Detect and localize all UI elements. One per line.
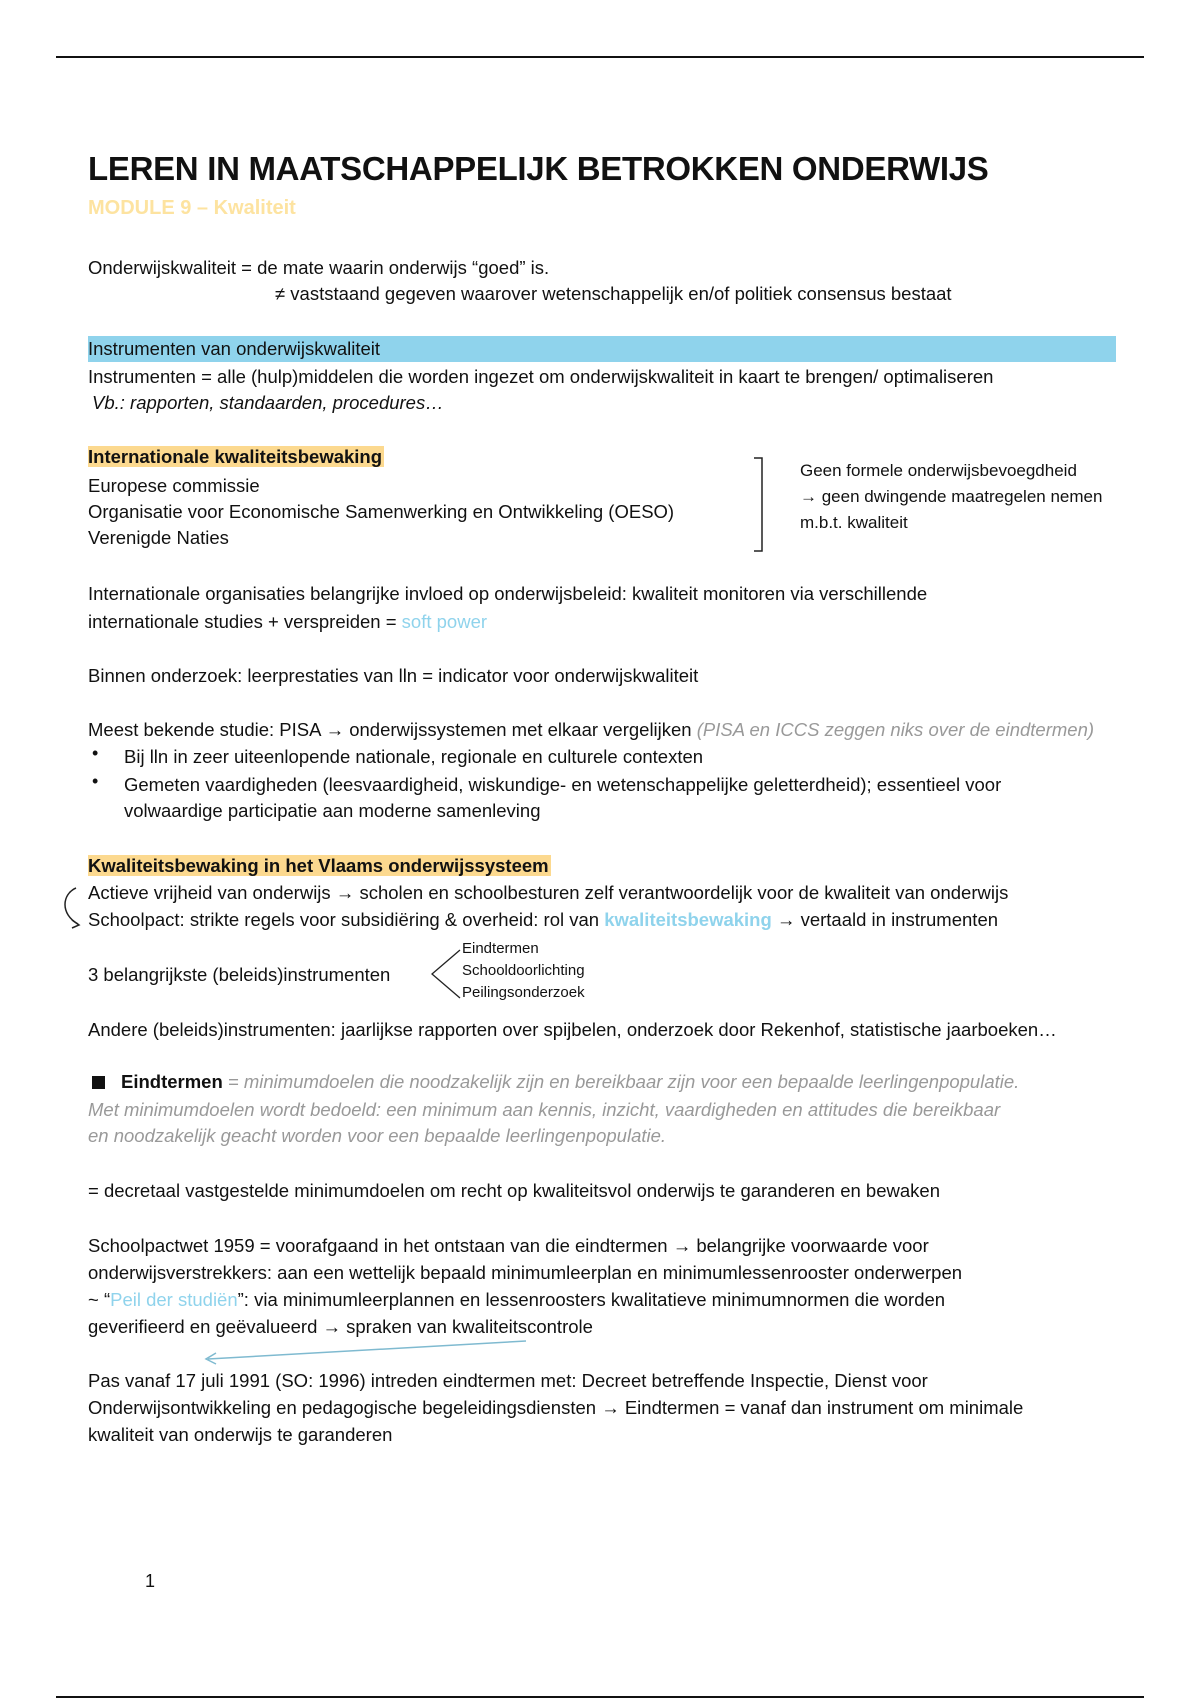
- pact-highlight: kwaliteitsbewaking: [604, 909, 772, 930]
- note-line-1: Geen formele onderwijsbevoegdheid: [800, 461, 1077, 480]
- international-note: [800, 458, 1102, 536]
- instruments-definition: Instrumenten = alle (hulp)middelen die worden ingezet om onderwijskwaliteit in kaart te brengen/ optimaliseren: [88, 366, 994, 387]
- international-body-1: Europese commissie: [88, 475, 260, 496]
- eindtermen-label: Eindtermen: [121, 1071, 223, 1092]
- back-arrow-icon: [200, 1337, 530, 1365]
- international-heading: [88, 443, 384, 470]
- influence-line-2: [88, 608, 487, 635]
- research-line: Binnen onderzoek: leerprestaties van lln = indicator voor onderwijskwaliteit: [88, 665, 699, 686]
- schoolpact-line-3-prefix: ~ “: [88, 1289, 111, 1310]
- three-item-1: Eindtermen: [462, 940, 539, 957]
- peil-der-studien: Peil der studiën: [110, 1289, 238, 1310]
- document-title: LEREN IN MAATSCHAPPELIJK BETROKKEN ONDERWIJS: [88, 150, 989, 187]
- soft-power-term: soft power: [401, 611, 488, 632]
- schoolpact-line-2: onderwijsverstrekkers: aan een wettelijk bepaald minimumleerplan en minimumlessenrooster onderwerpen: [88, 1262, 963, 1283]
- eindtermen-def-1: = minimumdoelen die noodzakelijk zijn en bereikbaar zijn voor een bepaalde leerlingenpopulatie.: [222, 1071, 1020, 1092]
- schoolpact-line-3-suffix: ”: via minimumleerplannen en lessenroosters kwalitatieve minimumnormen die worden: [237, 1289, 946, 1310]
- document-subtitle: MODULE 9 – Kwaliteit: [88, 197, 296, 219]
- schoolpact-line-1: Schoolpactwet 1959 = voorafgaand in het ontstaan van die eindtermen → belangrijke voorwaarde voor: [88, 1235, 929, 1256]
- three-instruments-label: 3 belangrijkste (beleids)instrumenten: [88, 964, 391, 985]
- instruments-example: Vb.: rapporten, standaarden, procedures…: [92, 392, 444, 413]
- international-body-3: Verenigde Naties: [88, 527, 229, 548]
- curved-arrow-icon: [58, 884, 84, 932]
- intro-line-2: ≠ vaststaand gegeven waarover wetenschappelijk en/of politiek consensus bestaat: [275, 283, 952, 304]
- international-body-2: Organisatie voor Economische Samenwerking en Ontwikkeling (OESO): [88, 501, 675, 522]
- pisa-main: Meest bekende studie: PISA → onderwijssystemen met elkaar vergelijken: [88, 719, 697, 740]
- pact-line: [88, 906, 998, 933]
- eindtermen-def-3: en noodzakelijk geacht worden voor een bepaalde leerlingenpopulatie.: [88, 1125, 667, 1146]
- influence-prefix: internationale studies + verspreiden =: [88, 611, 402, 632]
- schoolpact-line-3: [88, 1286, 945, 1313]
- bracket-icon: [752, 456, 768, 554]
- bottom-rule: [56, 1696, 1144, 1698]
- eindtermen-line: [92, 1068, 1019, 1095]
- bullet-dot-2: •: [92, 771, 99, 791]
- instruments-heading: Instrumenten van onderwijskwaliteit: [88, 338, 381, 359]
- flemish-heading-text: Kwaliteitsbewaking in het Vlaams onderwijssysteem: [88, 855, 549, 876]
- since-line-2: Onderwijsontwikkeling en pedagogische begeleidingsdiensten → Eindtermen = vanaf dan instrument om minimale: [88, 1397, 1024, 1418]
- page-number: 1: [145, 1571, 156, 1591]
- since-line-3: kwaliteit van onderwijs te garanderen: [88, 1424, 393, 1445]
- three-item-3: Peilingsonderzoek: [462, 984, 585, 1001]
- top-rule: [56, 56, 1144, 58]
- three-item-2: Schooldoorlichting: [462, 962, 585, 979]
- international-heading-text: Internationale kwaliteitsbewaking: [88, 446, 383, 467]
- eindtermen-def-2: Met minimumdoelen wordt bedoeld: een minimum aan kennis, inzicht, vaardigheden en attitudes die bereikbaar: [88, 1099, 1001, 1120]
- pisa-line: [88, 716, 1094, 743]
- pisa-bullet-2-line-2: volwaardige participatie aan moderne samenleving: [124, 800, 541, 821]
- influence-line-1: Internationale organisaties belangrijke invloed op onderwijsbeleid: kwaliteit monitoren via verschillende: [88, 583, 928, 604]
- note-line-3: m.b.t. kwaliteit: [800, 513, 908, 532]
- schoolpact-line-4: geverifieerd en geëvalueerd → spraken van kwaliteitscontrole: [88, 1316, 593, 1337]
- pisa-bullet-2-line-1: Gemeten vaardigheden (leesvaardigheid, wiskundige- en wetenschappelijke geletterdheid); essentieel voor: [124, 774, 1002, 795]
- since-line-1: Pas vanaf 17 juli 1991 (SO: 1996) intreden eindtermen met: Decreet betreffende Inspectie, Dienst voor: [88, 1370, 928, 1391]
- intro-line-1: Onderwijskwaliteit = de mate waarin onderwijs “goed” is.: [88, 257, 550, 278]
- pact-prefix: Schoolpact: strikte regels voor subsidiëring & overheid: rol van: [88, 909, 605, 930]
- square-bullet-icon: [92, 1076, 105, 1089]
- branch-arrow-icon: [428, 946, 462, 1002]
- note-line-2: → geen dwingende maatregelen nemen: [800, 487, 1103, 506]
- decree-line: = decretaal vastgestelde minimumdoelen om recht op kwaliteitsvol onderwijs te garanderen en bewaken: [88, 1180, 940, 1201]
- freedom-line: Actieve vrijheid van onderwijs → scholen en schoolbesturen zelf verantwoordelijk voor de kwaliteit van onderwijs: [88, 882, 1009, 903]
- other-instruments: Andere (beleids)instrumenten: jaarlijkse rapporten over spijbelen, onderzoek door Rekenhof, statistische jaarboeken…: [88, 1019, 1057, 1040]
- pisa-aside: (PISA en ICCS zeggen niks over de eindtermen): [696, 719, 1095, 740]
- pact-suffix: → vertaald in instrumenten: [771, 909, 999, 930]
- bullet-dot-1: •: [92, 743, 99, 763]
- pisa-bullet-1: Bij lln in zeer uiteenlopende nationale, regionale en culturele contexten: [124, 746, 704, 767]
- flemish-heading: [88, 852, 551, 879]
